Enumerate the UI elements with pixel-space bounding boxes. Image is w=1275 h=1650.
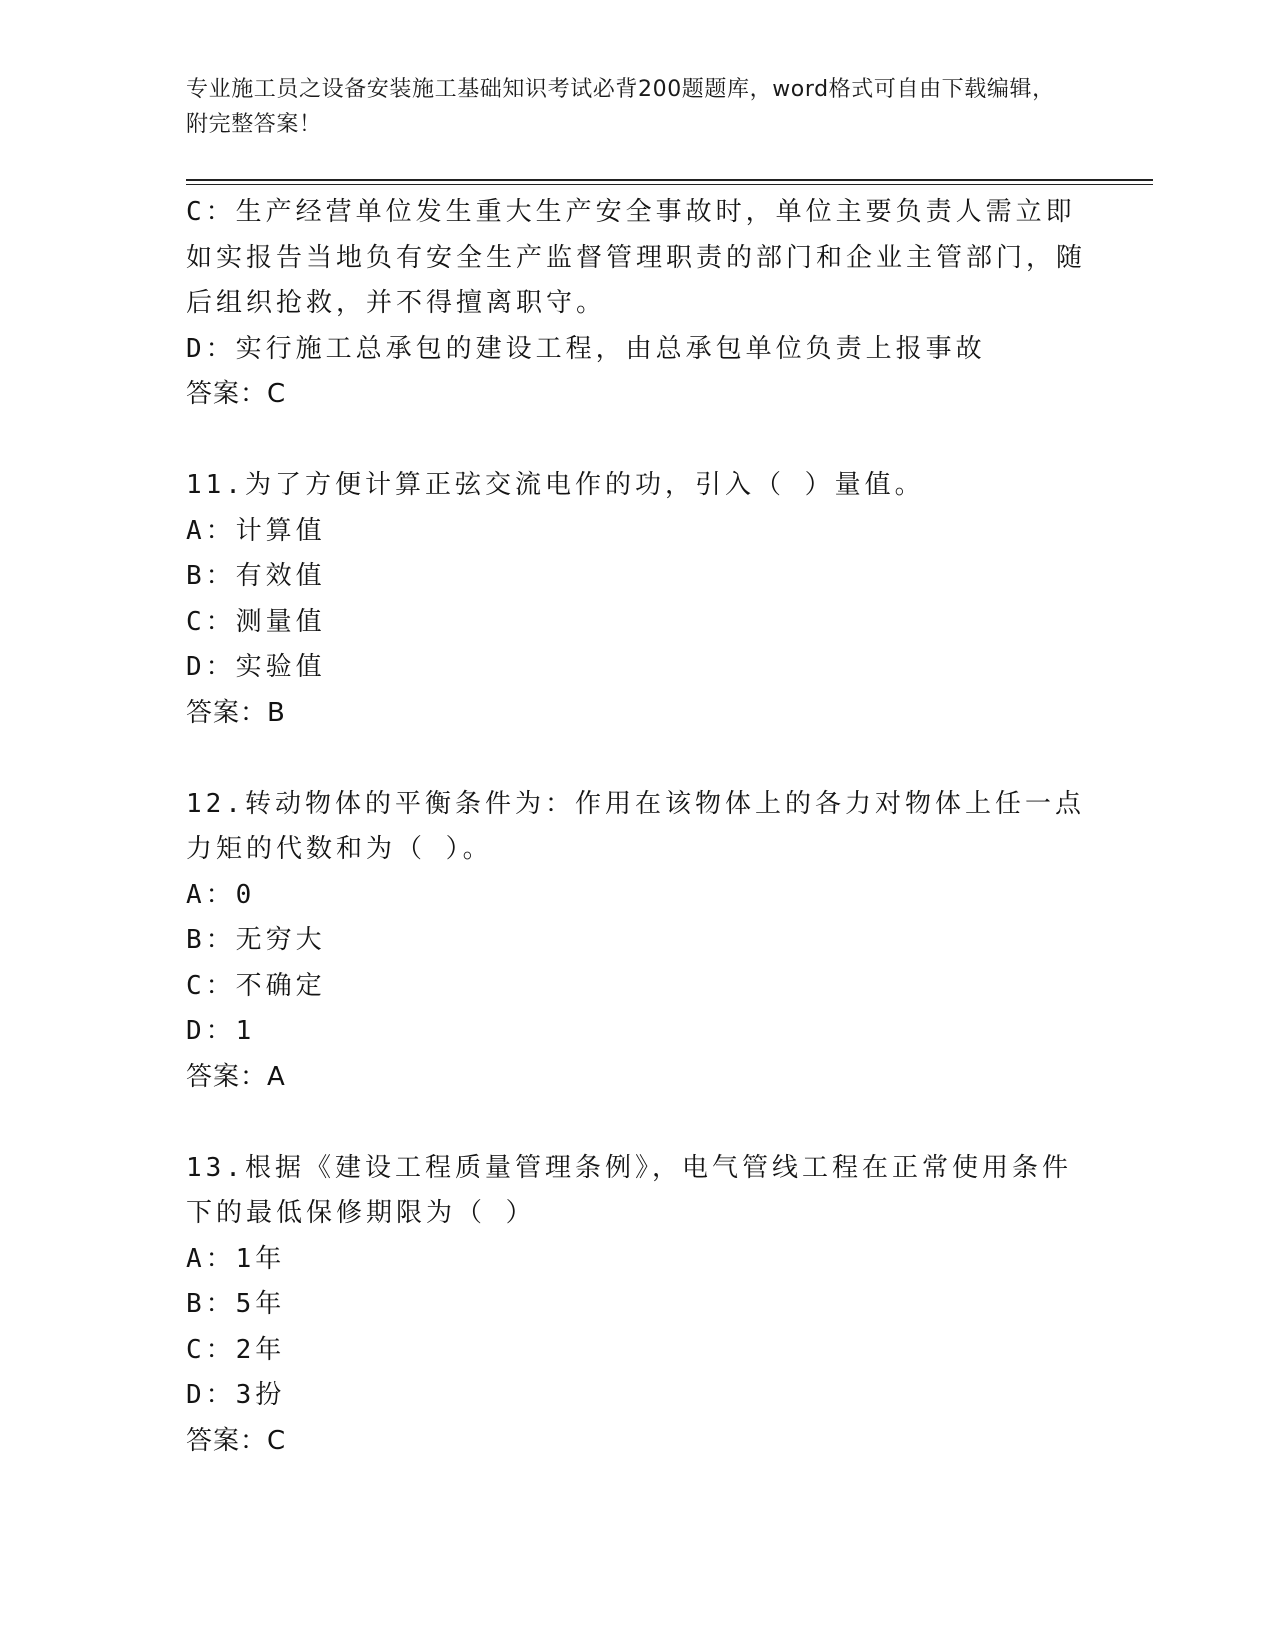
option-a: A：0 bbox=[186, 879, 256, 910]
answer-line: 答案：C bbox=[186, 1425, 287, 1456]
answer-line: 答案：A bbox=[186, 1061, 286, 1092]
option-d: D：1 bbox=[186, 1016, 256, 1046]
question-13 bbox=[186, 1146, 1086, 1465]
question-stem: 12.转动物体的平衡条件为：作用在该物体上的各力对物体上任一点力矩的代数和为（ ）。 bbox=[186, 788, 1085, 864]
question-stem: 13.根据《建设工程质量管理条例》，电气管线工程在正常使用条件下的最低保修期限为（ ） bbox=[186, 1152, 1072, 1228]
option-d: D：3扮 bbox=[186, 1380, 286, 1410]
question-11 bbox=[186, 463, 1086, 736]
option-c: C：测量值 bbox=[186, 606, 326, 637]
previous-question-tail bbox=[186, 190, 1086, 418]
spacer bbox=[186, 1100, 1086, 1146]
option-c: C：2年 bbox=[186, 1334, 286, 1365]
option-a: A：1年 bbox=[186, 1243, 286, 1274]
header-rule-thin bbox=[186, 184, 1153, 185]
spacer bbox=[186, 418, 1086, 464]
answer-line: 答案：B bbox=[186, 697, 286, 728]
answer-line: 答案：C bbox=[186, 379, 287, 409]
option-b: B：5年 bbox=[186, 1289, 286, 1319]
option-b: B：无穷大 bbox=[186, 925, 326, 955]
header-rule-thick bbox=[186, 179, 1153, 181]
option-c: C：不确定 bbox=[186, 970, 326, 1001]
option-d: D：实行施工总承包的建设工程，由总承包单位负责上报事故 bbox=[186, 333, 986, 364]
option-d: D：实验值 bbox=[186, 652, 326, 682]
document-title: 专业施工员之设备安装施工基础知识考试必背200题题库，word格式可自由下载编辑，附完整答案！ bbox=[186, 77, 1055, 137]
question-stem: 11.为了方便计算正弦交流电作的功，引入（ ）量值。 bbox=[186, 470, 925, 500]
option-b: B：有效值 bbox=[186, 561, 326, 591]
page-header bbox=[186, 72, 1066, 142]
option-c: C：生产经营单位发生重大生产安全事故时，单位主要负责人需立即如实报告当地负有安全生产监督管理职责的部门和企业主管部门，随后组织抢救，并不得擅离职守。 bbox=[186, 197, 1087, 318]
question-content bbox=[186, 190, 1086, 1464]
option-a: A：计算值 bbox=[186, 515, 326, 546]
question-12 bbox=[186, 782, 1086, 1101]
spacer bbox=[186, 736, 1086, 782]
